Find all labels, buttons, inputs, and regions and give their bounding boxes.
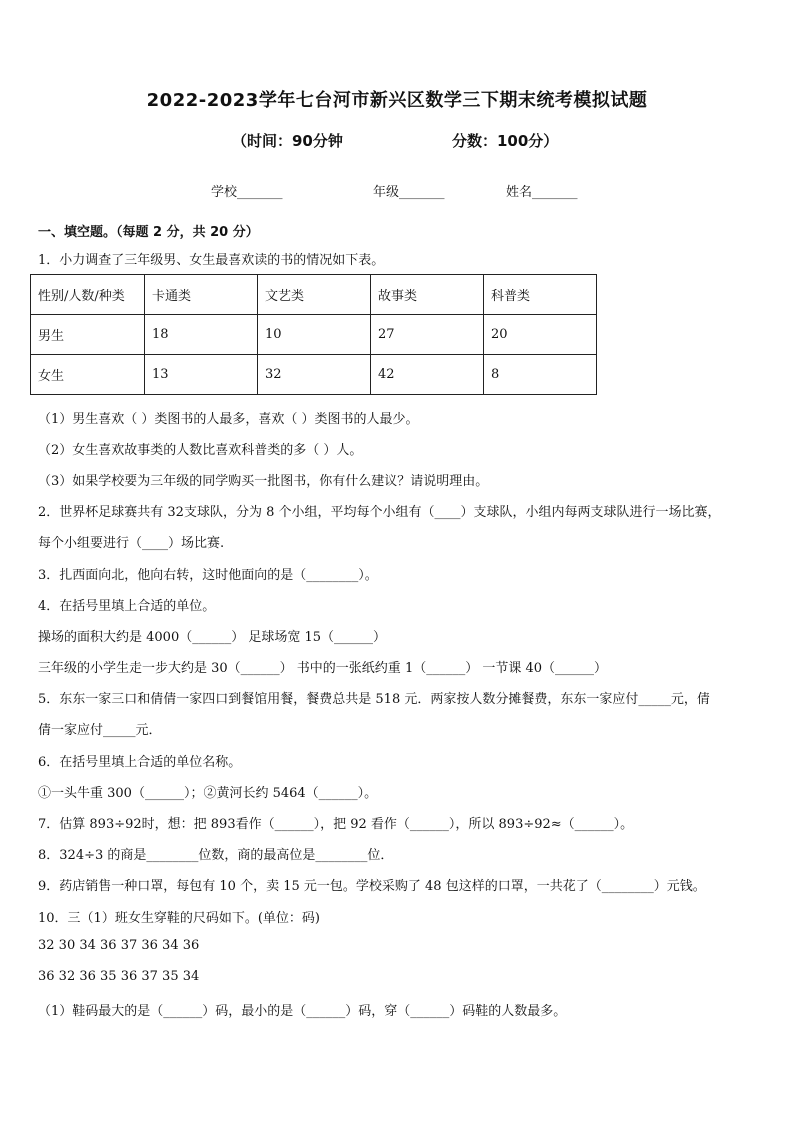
question-3: 3．扎西面向北，他向右转，这时他面向的是（________）。 — [38, 568, 378, 583]
table-cell: 42 — [371, 355, 484, 395]
question-1-3: （3）如果学校要为三年级的同学购买一批图书，你有什么建议？请说明理由。 — [38, 474, 489, 489]
survey-table — [30, 274, 597, 395]
page-title: 2022-2023学年七台河市新兴区数学三下期末统考模拟试题 — [146, 90, 648, 111]
table-row — [31, 315, 597, 355]
table-cell: 男生 — [31, 315, 145, 355]
question-5-line-2: 倩一家应付_____元． — [38, 723, 162, 738]
table-cell: 10 — [258, 315, 371, 355]
question-4-a: 操场的面积大约是 4000（______） 足球场宽 15（______） — [38, 630, 387, 645]
table-header-cell: 科普类 — [484, 275, 597, 315]
question-6-a: ①一头牛重 300（______）；②黄河长约 5464（______）。 — [38, 786, 378, 801]
school-field: 学校_______ — [211, 185, 283, 200]
table-cell: 13 — [145, 355, 258, 395]
table-header-cell: 卡通类 — [145, 275, 258, 315]
table-header-row — [31, 275, 597, 315]
table-cell: 32 — [258, 355, 371, 395]
exam-score: 分数：100分） — [452, 132, 559, 150]
name-field: 姓名_______ — [506, 185, 578, 200]
table-cell: 27 — [371, 315, 484, 355]
table-header-cell: 故事类 — [371, 275, 484, 315]
question-4-b: 三年级的小学生走一步大约是 30（______） 书中的一张纸约重 1（______） 一节课 40（______） — [38, 661, 608, 676]
question-1-2: （2）女生喜欢故事类的人数比喜欢科普类的多（ ）人。 — [38, 443, 363, 458]
question-1-1: （1）男生喜欢（ ）类图书的人最多，喜欢（ ）类图书的人最少。 — [38, 412, 419, 427]
question-10: 10．三（1）班女生穿鞋的尺码如下。(单位：码) — [38, 911, 320, 926]
table-cell: 18 — [145, 315, 258, 355]
table-cell: 8 — [484, 355, 597, 395]
shoe-sizes-row-1: 32 30 34 36 37 36 34 36 — [38, 938, 200, 953]
exam-time: （时间：90分钟 — [232, 132, 343, 150]
shoe-sizes-row-2: 36 32 36 35 36 37 35 34 — [38, 969, 200, 984]
question-2-line-2: 每个小组要进行（____）场比赛. — [38, 536, 225, 551]
table-header-cell: 性别/人数/种类 — [31, 275, 145, 315]
question-8: 8．324÷3 的商是________位数，商的最高位是________位． — [38, 848, 394, 863]
question-6: 6．在括号里填上合适的单位名称。 — [38, 755, 242, 770]
question-7: 7．估算 893÷92时，想：把 893看作（______），把 92 看作（______），所以 893÷92≈（______）。 — [38, 817, 634, 832]
section-heading: 一、填空题。（每题 2 分，共 20 分） — [38, 225, 259, 240]
question-9: 9．药店销售一种口罩，每包有 10 个，卖 15 元一包。学校采购了 48 包这样的口罩，一共花了（________）元钱。 — [38, 879, 706, 894]
question-4: 4．在括号里填上合适的单位。 — [38, 599, 216, 614]
grade-field: 年级_______ — [373, 185, 445, 200]
question-5-line-1: 5．东东一家三口和倩倩一家四口到餐馆用餐，餐费总共是 518 元．两家按人数分摊餐费，东东一家应付_____元，倩 — [38, 692, 710, 707]
question-2-line-1: 2．世界杯足球赛共有 32支球队，分为 8 个小组，平均每个小组有（____）支球队，小组内每两支球队进行一场比赛， — [38, 505, 721, 520]
question-1: 1．小力调查了三年级男、女生最喜欢读的书的情况如下表。 — [38, 253, 385, 268]
table-cell: 20 — [484, 315, 597, 355]
question-10-1: （1）鞋码最大的是（______）码，最小的是（______）码，穿（______）码鞋的人数最多。 — [38, 1004, 567, 1019]
table-row — [31, 355, 597, 395]
table-header-cell: 文艺类 — [258, 275, 371, 315]
table-cell: 女生 — [31, 355, 145, 395]
